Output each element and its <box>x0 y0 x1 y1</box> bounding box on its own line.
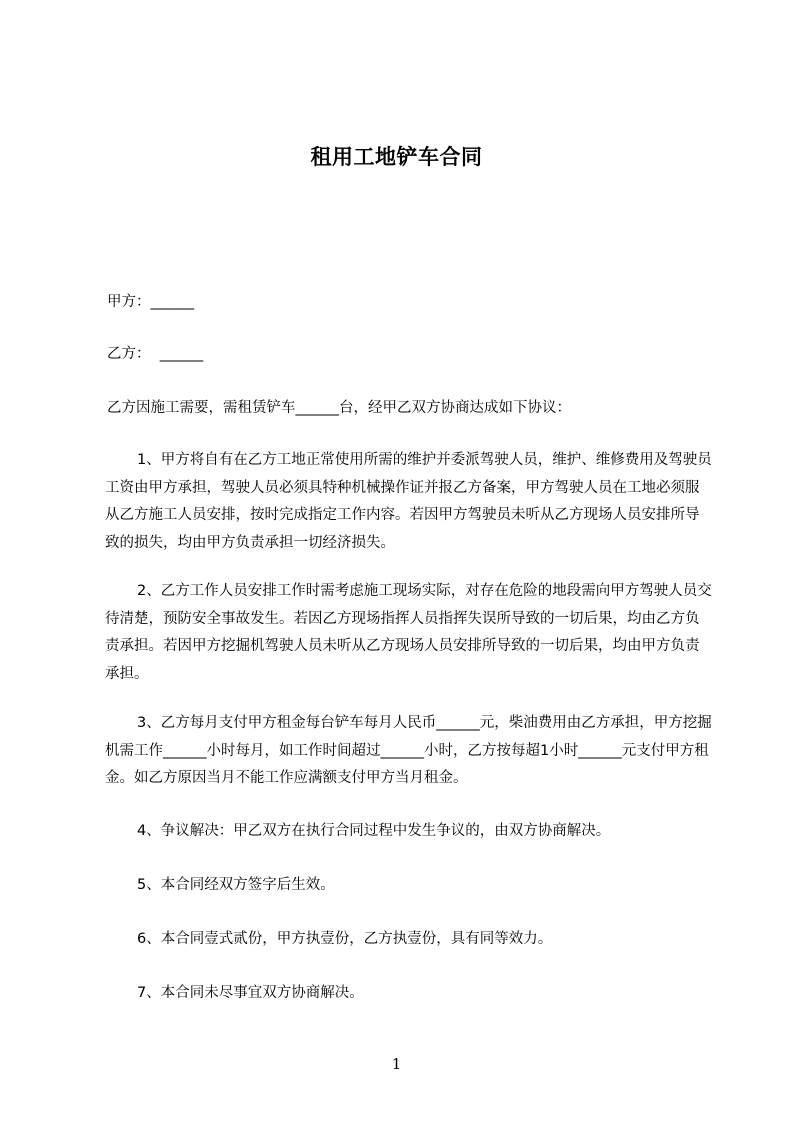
clause-3 <box>105 710 713 793</box>
clause-2-text: 2、乙方工作人员安排工作时需考虑施工现场实际，对存在危险的地段需向甲方驾驶人员交待清楚，预防安全事故发生。若因乙方现场指挥人员指挥失误所导致的一切后果，均由乙方负责承担。若因甲方挖掘机驾驶人员未听从乙方现场人员安排所导致的一切后果，均由甲方负责承担。 <box>105 583 712 682</box>
clause-1 <box>105 447 713 557</box>
clause-6: 6、本合同壹式贰份，甲方执壹份，乙方执壹份，具有同等效力。 <box>137 931 553 947</box>
clause-7: 7、本合同未尽事宜双方协商解决。 <box>137 985 364 1001</box>
party-b-line: 乙方： ______ <box>107 346 204 362</box>
document-title: 租用工地铲车合同 <box>310 145 483 169</box>
clause-4: 4、争议解决：甲乙双方在执行合同过程中发生争议的，由双方协商解决。 <box>137 823 611 839</box>
party-a-line: 甲方：______ <box>107 294 194 310</box>
clause-5: 5、本合同经双方签字后生效。 <box>137 877 335 893</box>
clause-1-text: 1、甲方将自有在乙方工地正常使用所需的维护并委派驾驶人员，维护、维修费用及驾驶员工资由甲方承担，驾驶人员必须具特种机械操作证并报乙方备案，甲方驾驶人员在工地必须服从乙方施工人员安排，按时完成指定工作内容。若因甲方驾驶员未听从乙方现场人员安排所导致的损失，均由甲方负责承担一切经济损失。 <box>105 452 712 551</box>
page-number: 1 <box>391 1055 402 1073</box>
intro-paragraph: 乙方因施工需要，需租赁铲车______台，经甲乙双方协商达成如下协议： <box>107 400 571 416</box>
clause-2 <box>105 578 713 688</box>
clause-3-text: 3、乙方每月支付甲方租金每台铲车每月人民币______元，柴油费用由乙方承担，甲方挖掘机需工作______小时每月，如工作时间超过______小时，乙方按每超1小时______元支付甲方租金。如乙方原因当月不能工作应满额支付甲方当月租金。 <box>105 715 712 786</box>
